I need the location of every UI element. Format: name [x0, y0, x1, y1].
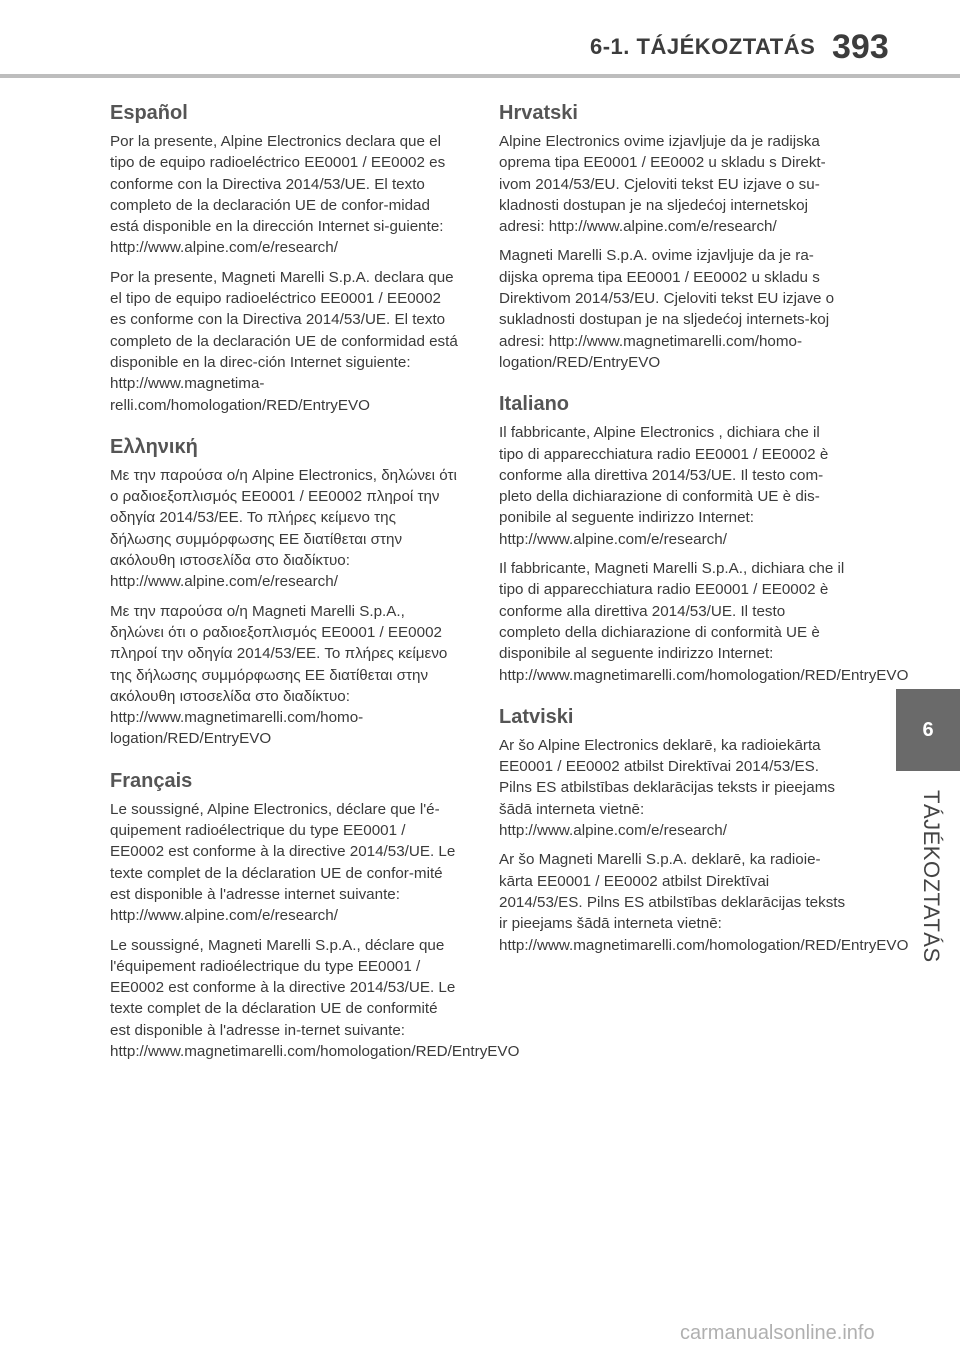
section-heading: Ελληνική: [110, 435, 198, 458]
paragraph: Por la presente, Magneti Marelli S.p.A. declara que el tipo de equipo radioeléctrico EE0001 / EE0002 es conforme con la Directiva 2014/53/UE. El texto completo de la declaración UE de conformidad está disponible en la direc-ción Internet siguiente: http://www.magnetima-relli.com/homologation/RED/EntryEVO: [110, 268, 458, 414]
section-croatian: [499, 102, 847, 373]
section-heading: Hrvatski: [499, 102, 578, 124]
paragraph: Με την παρούσα ο/η Magneti Marelli S.p.A., δηλώνει ότι ο ραδιοεξοπλισμός EE0001 / EE0002 πληροί την οδηγία 2014/53/ΕΕ. Το πλήρες κείμενο της δήλωσης συμμόρφωσης ΕΕ διατίθεται στην ακόλουθη ιστοσελίδα στο διαδίκτυο: http://www.magnetimarelli.com/homo-logation/RED/EntryEVO: [110, 602, 448, 748]
section-greek: [110, 436, 458, 750]
section-spanish: [110, 102, 458, 416]
section-latvian: [499, 705, 909, 956]
page-number: 393: [832, 28, 889, 66]
section-title: 6-1. TÁJÉKOZTATÁS: [590, 34, 816, 59]
chapter-number: 6: [922, 718, 934, 741]
paragraph: Με την παρούσα ο/η Alpine Electronics, δηλώνει ότι ο ραδιοεξοπλισμός EE0001 / EE0002 πληροί την οδηγία 2014/53/ΕΕ. Το πλήρες κείμενο της δήλωσης συμμόρφωσης ΕΕ διατίθεται στην ακόλουθη ιστοσελίδα στο διαδίκτυο: http://www.alpine.com/e/research/: [110, 466, 457, 591]
paragraph: Le soussigné, Magneti Marelli S.p.A., déclare que l'équipement radioélectrique du type EE0001 / EE0002 est conforme à la directive 2014/53/UE. Le texte complet de la déclaration UE de conformité est disponible à l'adresse in-ternet suivante: http://www.magnetimarelli.com/homologation/RED/EntryEVO: [110, 936, 520, 1060]
watermark: carmanualsonline.info: [680, 1322, 875, 1344]
paragraph: Il fabbricante, Magneti Marelli S.p.A., dichiara che il tipo di apparecchiatura radio EE0001 / EE0002 è conforme alla direttiva 2014/53/UE. Il testo completo della dichiarazione di conformità UE è disponibile al seguente indirizzo Internet: http://www.magnetimarelli.com/homologation/RED/EntryEVO: [499, 560, 909, 684]
paragraph: Magneti Marelli S.p.A. ovime izjavljuje da je ra-dijska oprema tipa EE0001 / EE0002 u skladu s Direktivom 2014/53/EU. Cjeloviti tekst EU izjave o sukladnosti dostupan je na sljedećoj internets-koj adresi: http://www.magnetimarelli.com/homo-logation/RED/EntryEVO: [499, 247, 835, 371]
paragraph: Alpine Electronics ovime izjavljuje da je radijska oprema tipa EE0001 / EE0002 u skladu s Direkt-ivom 2014/53/EU. Cjeloviti tekst EU izjave o su-kladnosti dostupan je na sljedećoj internetskoj adresi: http://www.alpine.com/e/research/: [499, 133, 826, 236]
section-heading: Español: [110, 102, 188, 124]
header-divider: [0, 74, 960, 78]
left-column: [110, 102, 520, 1082]
right-column: [499, 102, 909, 976]
chapter-tab: [896, 689, 960, 771]
section-heading: Latviski: [499, 705, 574, 728]
section-italian: [499, 393, 909, 686]
paragraph: Il fabbricante, Alpine Electronics , dichiara che il tipo di apparecchiatura radio EE0001 / EE0002 è conforme alla direttiva 2014/53/UE. Il testo com-pleto della dichiarazione di conformità UE è dis-ponibile al seguente indirizzo Internet: http://www.alpine.com/e/research/: [499, 424, 829, 548]
paragraph: Le soussigné, Alpine Electronics, déclare que l'é-quipement radioélectrique du type EE0001 / EE0002 est conforme à la directive 2014/53/UE. Le texte complet de la déclaration UE de confor-mité est disponible à l'adresse internet suivante: http://www.alpine.com/e/research/: [110, 800, 456, 925]
section-heading: Français: [110, 769, 193, 792]
section-heading: Italiano: [499, 393, 570, 416]
paragraph: Ar šo Alpine Electronics deklarē, ka radioiekārta EE0001 / EE0002 atbilst Direktīvai 2014/53/ES. Pilns ES atbilstības deklarācijas teksts ir pieejams šādā interneta vietnē: http://www.alpine.com/e/research/: [499, 736, 835, 840]
section-french: [110, 769, 520, 1063]
paragraph: Por la presente, Alpine Electronics declara que el tipo de equipo radioeléctrico EE0001 / EE0002 es conforme con la Directiva 2014/53/UE. El texto completo de la declaración UE de confor-midad está disponible en la dirección Internet si-guiente: http://www.alpine.com/e/research/: [110, 133, 446, 257]
paragraph: Ar šo Magneti Marelli S.p.A. deklarē, ka radioie-kārta EE0001 / EE0002 atbilst Direktīvai 2014/53/ES. Pilns ES atbilstības deklarācijas teksts ir pieejams šādā interneta vietnē: http://www.magnetimarelli.com/homologation/RED/EntryEVO: [499, 851, 909, 954]
chapter-label: TÁJÉKOZTATÁS: [919, 790, 944, 963]
